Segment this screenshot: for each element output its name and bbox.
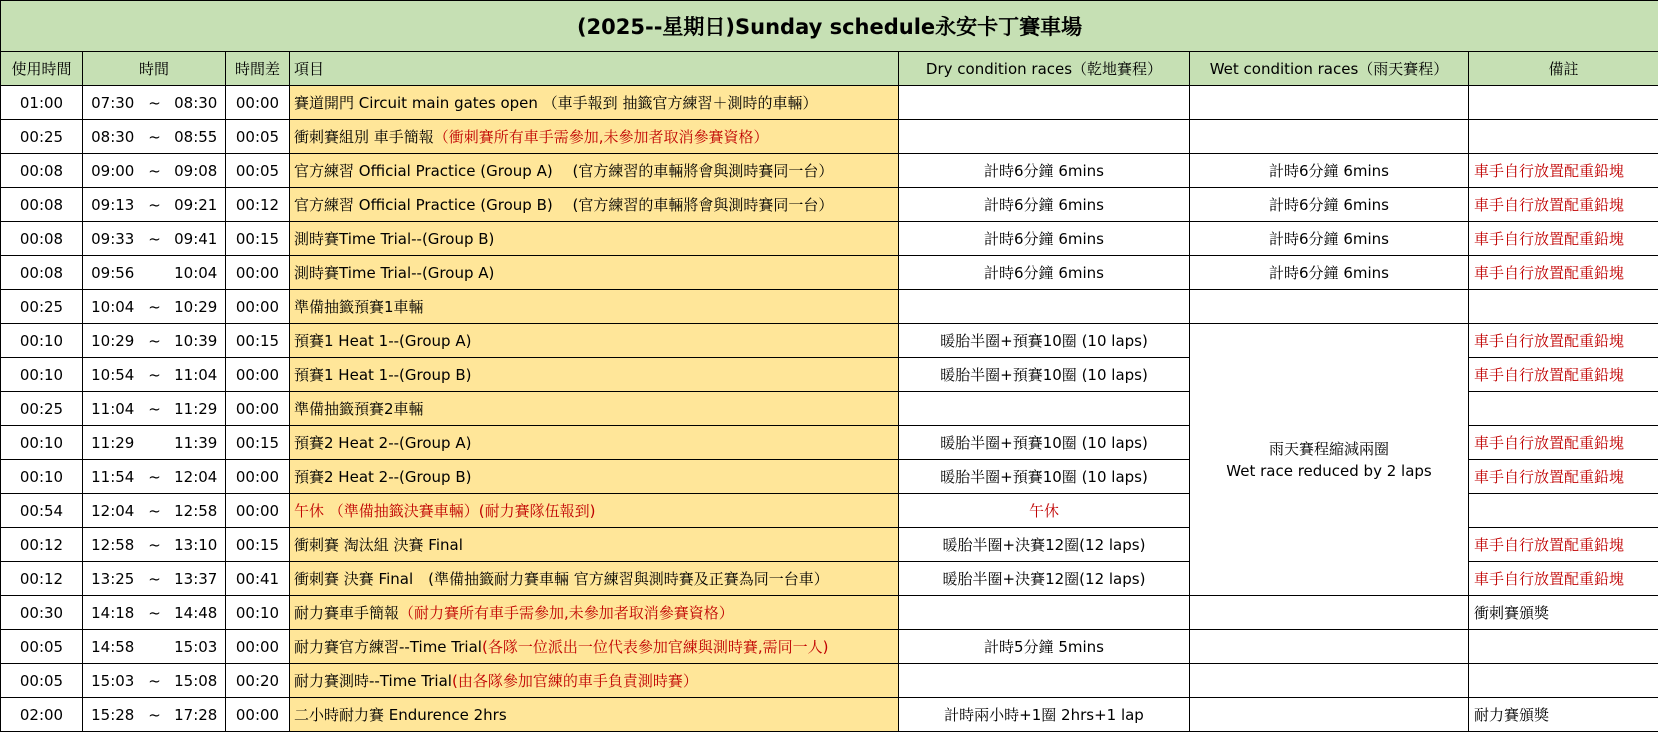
duration-cell: 00:05 xyxy=(1,630,83,664)
header-row xyxy=(1,52,1658,86)
wet-cell xyxy=(1190,596,1469,630)
duration-cell: 00:08 xyxy=(1,188,83,222)
wet-cell: 計時6分鐘 6mins xyxy=(1190,256,1469,290)
time-separator: ~ xyxy=(143,562,167,596)
dry-cell: 暖胎半圈+預賽10圈 (10 laps) xyxy=(899,358,1190,392)
item-cell xyxy=(290,562,899,596)
time-separator: ~ xyxy=(143,222,167,256)
wet-cell xyxy=(1190,120,1469,154)
item-text: 衝刺賽組別 車手簡報 xyxy=(294,128,434,146)
dry-cell xyxy=(899,392,1190,426)
table-row xyxy=(1,188,1658,222)
item-text: 測時賽Time Trial--(Group A) xyxy=(294,264,495,282)
dry-cell: 計時6分鐘 6mins xyxy=(899,222,1190,256)
end-time-cell: 10:29 xyxy=(167,290,226,324)
end-time-cell: 14:48 xyxy=(167,596,226,630)
time-diff-cell: 00:00 xyxy=(226,630,290,664)
item-note-red: （衝刺賽所有車手需參加,未參加者取消參賽資格） xyxy=(433,128,769,146)
start-time-cell: 11:04 xyxy=(83,392,143,426)
dry-cell: 暖胎半圈+決賽12圈(12 laps) xyxy=(899,528,1190,562)
item-cell xyxy=(290,290,899,324)
note-cell: 耐力賽頒獎 xyxy=(1469,698,1658,732)
time-separator: ~ xyxy=(143,290,167,324)
time-diff-cell: 00:05 xyxy=(226,154,290,188)
item-text: 衝刺賽 決賽 Final (準備抽籤耐力賽車輛 官方練習與測時賽及正賽為同一台車） xyxy=(294,570,829,588)
time-separator: ~ xyxy=(143,154,167,188)
time-separator: ~ xyxy=(143,664,167,698)
dry-cell xyxy=(899,596,1190,630)
item-note-red: (各隊一位派出一位代表參加官練與測時賽,需同一人) xyxy=(481,638,829,656)
item-text: 預賽1 Heat 1--(Group B) xyxy=(294,366,472,384)
end-time-cell: 13:10 xyxy=(167,528,226,562)
start-time-cell: 09:13 xyxy=(83,188,143,222)
time-separator: ~ xyxy=(143,358,167,392)
duration-cell: 00:10 xyxy=(1,358,83,392)
duration-cell: 00:08 xyxy=(1,256,83,290)
time-diff-cell: 00:15 xyxy=(226,426,290,460)
item-text: 官方練習 Official Practice (Group A) (官方練習的車輛將會與測時賽同一台） xyxy=(294,162,834,180)
wet-cell xyxy=(1190,290,1469,324)
wet-cell xyxy=(1190,86,1469,120)
start-time-cell: 11:54 xyxy=(83,460,143,494)
time-diff-cell: 00:00 xyxy=(226,460,290,494)
start-time-cell: 12:58 xyxy=(83,528,143,562)
item-cell xyxy=(290,630,899,664)
item-note-red: (由各隊參加官練的車手負責測時賽） xyxy=(451,672,698,690)
time-diff-cell: 00:00 xyxy=(226,392,290,426)
item-text: 耐力賽車手簡報 xyxy=(294,604,400,622)
duration-cell: 00:54 xyxy=(1,494,83,528)
time-separator: ~ xyxy=(143,460,167,494)
time-diff-cell: 00:00 xyxy=(226,256,290,290)
table-row xyxy=(1,154,1658,188)
start-time-cell: 10:04 xyxy=(83,290,143,324)
note-cell xyxy=(1469,494,1658,528)
item-cell xyxy=(290,188,899,222)
item-text: 預賽1 Heat 1--(Group A) xyxy=(294,332,472,350)
duration-cell: 00:12 xyxy=(1,528,83,562)
item-text: 衝刺賽 淘汰組 決賽 Final xyxy=(294,536,463,554)
dry-cell: 暖胎半圈+決賽12圈(12 laps) xyxy=(899,562,1190,596)
wet-merged-line2: Wet race reduced by 2 laps xyxy=(1226,461,1432,480)
note-cell: 車手自行放置配重鉛塊 xyxy=(1469,562,1658,596)
dry-cell: 計時兩小時+1圈 2hrs+1 lap xyxy=(899,698,1190,732)
time-diff-cell: 00:12 xyxy=(226,188,290,222)
item-text: 耐力賽官方練習--Time Trial xyxy=(294,638,482,656)
start-time-cell: 14:18 xyxy=(83,596,143,630)
header-item: 項目 xyxy=(290,52,899,86)
item-cell xyxy=(290,358,899,392)
item-cell xyxy=(290,426,899,460)
start-time-cell: 14:58 xyxy=(83,630,143,664)
time-separator: ~ xyxy=(143,120,167,154)
wet-cell xyxy=(1190,664,1469,698)
item-text: 賽道開門 Circuit main gates open （車手報到 抽籤官方練習＋測時的車輛） xyxy=(294,94,818,112)
dry-cell xyxy=(899,290,1190,324)
note-cell xyxy=(1469,630,1658,664)
table-row xyxy=(1,222,1658,256)
note-cell xyxy=(1469,120,1658,154)
time-diff-cell: 00:00 xyxy=(226,290,290,324)
item-cell xyxy=(290,86,899,120)
end-time-cell: 13:37 xyxy=(167,562,226,596)
start-time-cell: 13:25 xyxy=(83,562,143,596)
item-cell xyxy=(290,392,899,426)
item-cell xyxy=(290,120,899,154)
item-cell xyxy=(290,664,899,698)
time-diff-cell: 00:05 xyxy=(226,120,290,154)
time-diff-cell: 00:10 xyxy=(226,596,290,630)
dry-cell: 暖胎半圈+預賽10圈 (10 laps) xyxy=(899,460,1190,494)
table-row xyxy=(1,86,1658,120)
duration-cell: 00:25 xyxy=(1,290,83,324)
duration-cell: 00:25 xyxy=(1,120,83,154)
wet-merged-line1: 雨天賽程縮減兩圈 xyxy=(1268,439,1389,458)
end-time-cell: 17:28 xyxy=(167,698,226,732)
dry-cell: 暖胎半圈+預賽10圈 (10 laps) xyxy=(899,426,1190,460)
wet-cell xyxy=(1190,630,1469,664)
table-row xyxy=(1,324,1658,358)
note-cell: 車手自行放置配重鉛塊 xyxy=(1469,528,1658,562)
duration-cell: 00:12 xyxy=(1,562,83,596)
end-time-cell: 10:04 xyxy=(167,256,226,290)
note-cell: 衝刺賽頒獎 xyxy=(1469,596,1658,630)
dry-cell: 暖胎半圈+預賽10圈 (10 laps) xyxy=(899,324,1190,358)
time-diff-cell: 00:20 xyxy=(226,664,290,698)
time-diff-cell: 00:15 xyxy=(226,528,290,562)
item-cell xyxy=(290,222,899,256)
item-text: 準備抽籤預賽2車輛 xyxy=(294,400,424,418)
start-time-cell: 09:56 xyxy=(83,256,143,290)
table-row xyxy=(1,664,1658,698)
time-diff-cell: 00:00 xyxy=(226,494,290,528)
dry-cell: 計時6分鐘 6mins xyxy=(899,256,1190,290)
time-separator: ~ xyxy=(143,528,167,562)
header-time: 時間 xyxy=(83,52,226,86)
item-cell xyxy=(290,460,899,494)
item-text: 預賽2 Heat 2--(Group A) xyxy=(294,434,472,452)
note-cell xyxy=(1469,392,1658,426)
item-cell xyxy=(290,154,899,188)
time-diff-cell: 00:00 xyxy=(226,86,290,120)
table-row xyxy=(1,120,1658,154)
time-separator xyxy=(143,630,167,664)
dry-cell: 計時6分鐘 6mins xyxy=(899,188,1190,222)
item-text: 預賽2 Heat 2--(Group B) xyxy=(294,468,472,486)
header-dry: Dry condition races（乾地賽程） xyxy=(899,52,1190,86)
dry-cell: 計時6分鐘 6mins xyxy=(899,154,1190,188)
time-diff-cell: 00:00 xyxy=(226,698,290,732)
time-separator xyxy=(143,426,167,460)
note-cell: 車手自行放置配重鉛塊 xyxy=(1469,222,1658,256)
dry-cell xyxy=(899,664,1190,698)
time-diff-cell: 00:15 xyxy=(226,222,290,256)
wet-cell: 計時6分鐘 6mins xyxy=(1190,222,1469,256)
end-time-cell: 11:29 xyxy=(167,392,226,426)
wet-merged-cell xyxy=(1190,324,1469,596)
start-time-cell: 12:04 xyxy=(83,494,143,528)
item-cell xyxy=(290,256,899,290)
start-time-cell: 10:29 xyxy=(83,324,143,358)
note-cell xyxy=(1469,290,1658,324)
end-time-cell: 11:39 xyxy=(167,426,226,460)
start-time-cell: 11:29 xyxy=(83,426,143,460)
duration-cell: 01:00 xyxy=(1,86,83,120)
note-cell: 車手自行放置配重鉛塊 xyxy=(1469,358,1658,392)
header-note: 備註 xyxy=(1469,52,1658,86)
note-cell: 車手自行放置配重鉛塊 xyxy=(1469,256,1658,290)
table-row xyxy=(1,630,1658,664)
duration-cell: 00:30 xyxy=(1,596,83,630)
start-time-cell: 07:30 xyxy=(83,86,143,120)
note-cell: 車手自行放置配重鉛塊 xyxy=(1469,460,1658,494)
item-cell xyxy=(290,324,899,358)
start-time-cell: 08:30 xyxy=(83,120,143,154)
start-time-cell: 10:54 xyxy=(83,358,143,392)
duration-cell: 00:08 xyxy=(1,154,83,188)
end-time-cell: 08:55 xyxy=(167,120,226,154)
time-separator: ~ xyxy=(143,596,167,630)
duration-cell: 00:08 xyxy=(1,222,83,256)
duration-cell: 00:10 xyxy=(1,324,83,358)
duration-cell: 00:10 xyxy=(1,426,83,460)
note-cell xyxy=(1469,86,1658,120)
start-time-cell: 09:00 xyxy=(83,154,143,188)
item-note-red: 午休 （準備抽籤決賽車輛）(耐力賽隊伍報到) xyxy=(294,502,596,520)
time-separator: ~ xyxy=(143,324,167,358)
time-diff-cell: 00:00 xyxy=(226,358,290,392)
table-row xyxy=(1,290,1658,324)
time-separator: ~ xyxy=(143,698,167,732)
time-diff-cell: 00:41 xyxy=(226,562,290,596)
time-separator: ~ xyxy=(143,86,167,120)
end-time-cell: 09:21 xyxy=(167,188,226,222)
item-text: 官方練習 Official Practice (Group B) (官方練習的車輛將會與測時賽同一台） xyxy=(294,196,834,214)
end-time-cell: 12:58 xyxy=(167,494,226,528)
duration-cell: 02:00 xyxy=(1,698,83,732)
start-time-cell: 09:33 xyxy=(83,222,143,256)
end-time-cell: 10:39 xyxy=(167,324,226,358)
dry-cell xyxy=(899,120,1190,154)
end-time-cell: 09:41 xyxy=(167,222,226,256)
note-cell: 車手自行放置配重鉛塊 xyxy=(1469,426,1658,460)
schedule-rows xyxy=(1,86,1658,732)
header-diff: 時間差 xyxy=(226,52,290,86)
item-text: 二小時耐力賽 Endurence 2hrs xyxy=(294,706,507,724)
item-text: 測時賽Time Trial--(Group B) xyxy=(294,230,495,248)
wet-cell xyxy=(1190,698,1469,732)
start-time-cell: 15:03 xyxy=(83,664,143,698)
time-separator xyxy=(143,256,167,290)
time-separator: ~ xyxy=(143,188,167,222)
note-cell: 車手自行放置配重鉛塊 xyxy=(1469,154,1658,188)
dry-cell xyxy=(899,86,1190,120)
time-separator: ~ xyxy=(143,392,167,426)
item-cell xyxy=(290,528,899,562)
duration-cell: 00:10 xyxy=(1,460,83,494)
item-text: 耐力賽測時--Time Trial xyxy=(294,672,452,690)
time-separator: ~ xyxy=(143,494,167,528)
dry-cell: 午休 xyxy=(899,494,1190,528)
wet-cell: 計時6分鐘 6mins xyxy=(1190,154,1469,188)
table-row xyxy=(1,596,1658,630)
item-cell xyxy=(290,494,899,528)
dry-cell: 計時5分鐘 5mins xyxy=(899,630,1190,664)
table-row xyxy=(1,256,1658,290)
duration-cell: 00:05 xyxy=(1,664,83,698)
end-time-cell: 15:08 xyxy=(167,664,226,698)
item-note-red: （耐力賽所有車手需參加,未參加者取消參賽資格） xyxy=(399,604,734,622)
item-cell xyxy=(290,596,899,630)
item-cell xyxy=(290,698,899,732)
start-time-cell: 15:28 xyxy=(83,698,143,732)
end-time-cell: 09:08 xyxy=(167,154,226,188)
schedule-title: (2025--星期日)Sunday schedule永安卡丁賽車場 xyxy=(1,1,1658,52)
note-cell: 車手自行放置配重鉛塊 xyxy=(1469,188,1658,222)
note-cell: 車手自行放置配重鉛塊 xyxy=(1469,324,1658,358)
end-time-cell: 15:03 xyxy=(167,630,226,664)
end-time-cell: 11:04 xyxy=(167,358,226,392)
item-text: 準備抽籤預賽1車輛 xyxy=(294,298,424,316)
time-diff-cell: 00:15 xyxy=(226,324,290,358)
end-time-cell: 12:04 xyxy=(167,460,226,494)
table-row xyxy=(1,698,1658,732)
header-duration: 使用時間 xyxy=(1,52,83,86)
header-wet: Wet condition races（雨天賽程） xyxy=(1190,52,1469,86)
wet-cell: 計時6分鐘 6mins xyxy=(1190,188,1469,222)
note-cell xyxy=(1469,664,1658,698)
duration-cell: 00:25 xyxy=(1,392,83,426)
end-time-cell: 08:30 xyxy=(167,86,226,120)
